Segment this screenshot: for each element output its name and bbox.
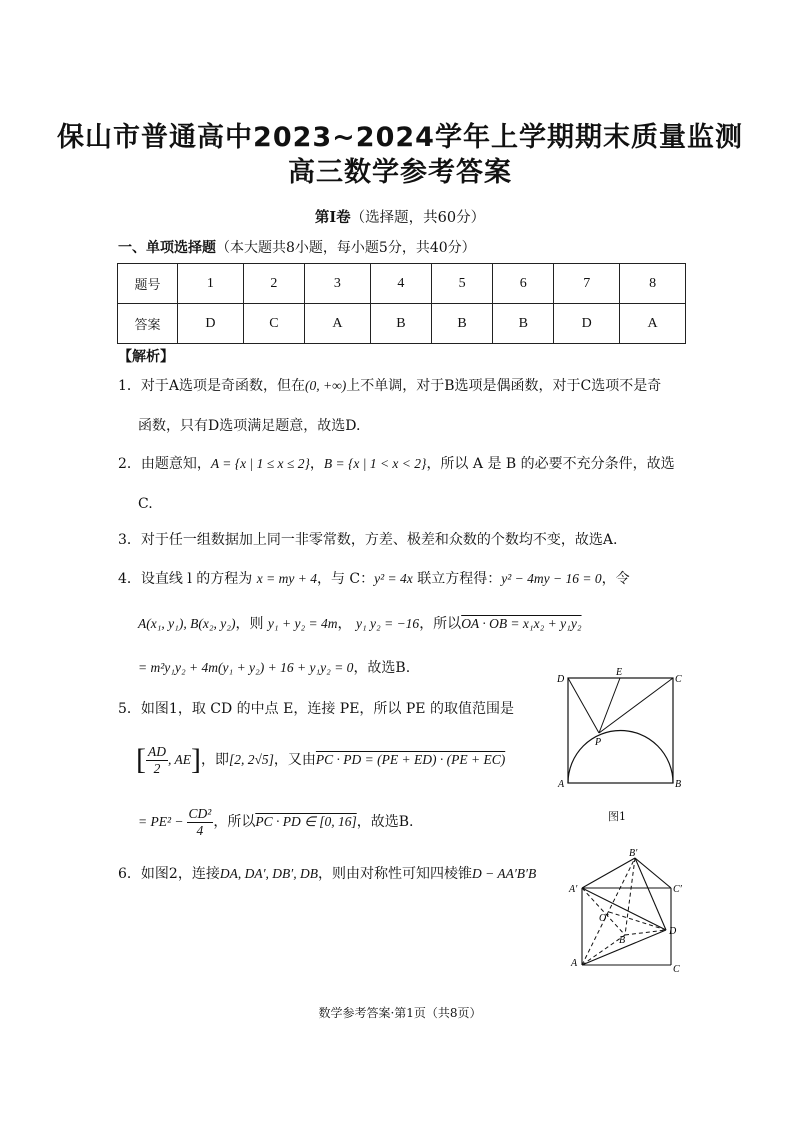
- left-bracket: [: [136, 743, 146, 776]
- fig2-label-bp: B′: [629, 848, 638, 859]
- fig1-label-b: B: [675, 779, 682, 790]
- answer-cell: C: [243, 304, 304, 344]
- q6-lines: DA, DA′, DB′, DB: [219, 866, 318, 881]
- part-desc: （本大题共8小题，每小题5分，共40分）: [216, 240, 476, 256]
- q5-text-2: ，又由: [273, 752, 316, 768]
- q4-line3: [138, 658, 410, 678]
- q4-points: A(x₁, y₁), B(x₂, y₂): [138, 616, 236, 631]
- answer-cell: D: [554, 304, 620, 344]
- fig2-label-d: D: [669, 926, 677, 937]
- q6-text: 6．如图2，连接: [118, 866, 220, 882]
- q2-text-2: ，所以 A 是 B 的必要不充分条件，故选: [426, 456, 675, 472]
- right-bracket: ]: [191, 743, 201, 776]
- question-number: 6: [493, 264, 554, 304]
- q4-line2: A(x₁, y₁), B(x₂, y₂)，则 y₁ + y₂ = 4m， y₁ y₂ = −16，所以OA · OB = x₁x₂ + y₁y₂: [138, 616, 582, 632]
- answer-cell: D: [178, 304, 244, 344]
- fig1-label-a: A: [558, 779, 565, 790]
- figure-1-caption: 图1: [608, 810, 626, 823]
- answer-cell: B: [370, 304, 431, 344]
- part-heading: [118, 237, 476, 257]
- answer-cell: B: [431, 304, 492, 344]
- fig2-edge-bd: [635, 858, 666, 930]
- q6-text-2: ，则由对称性可知四棱锥: [317, 866, 472, 882]
- q4-expansion: = m²y₁y₂ + 4m(y₁ + y₂) + 16 + y₁y₂ = 0: [138, 660, 354, 675]
- figure-1-diagram: [553, 665, 688, 805]
- q1-text-2: 上不单调，对于B选项是偶函数，对于C选项不是奇: [346, 378, 662, 394]
- q5-range-rest: , AE: [168, 752, 191, 767]
- q4-line1: [118, 569, 630, 589]
- q1-interval: (0, +∞): [305, 378, 347, 393]
- question-number: 8: [620, 264, 686, 304]
- fig2-label-b: B: [619, 935, 626, 946]
- fig2-label-cp: C′: [673, 884, 682, 895]
- q6-line1: [118, 864, 536, 884]
- fig1-label-d: D: [557, 674, 565, 685]
- q2-line1: [118, 454, 675, 474]
- q4-dot-product: OA · OB = x₁x₂ + y₁y₂: [461, 616, 582, 631]
- fig2-edge-ab: [582, 858, 635, 888]
- q4-equation: y² − 4my − 16 = 0: [501, 571, 602, 586]
- q1-text: 1．对于A选项是奇函数，但在: [118, 378, 306, 394]
- q5-interval: [2, 2√5]: [229, 752, 274, 767]
- fig2-label-ap: A′: [569, 884, 578, 895]
- q5-expr: = PE² −: [138, 814, 184, 829]
- fig2-label-c: C: [673, 964, 680, 975]
- q5-conclusion: ，故选B.: [356, 814, 414, 830]
- q5-text: ，即: [201, 752, 229, 768]
- question-number: 3: [304, 264, 370, 304]
- q4-text-3: 联立方程得：: [417, 571, 502, 587]
- q5-fraction-2: $\frac{\text{CD²}}{4}$: [188, 805, 212, 838]
- q3-line: 3．对于任一组数据加上同一非零常数，方差、极差和众数的个数均不变，故选A.: [118, 532, 618, 548]
- fig2-edge-bc: [635, 858, 671, 888]
- table-row: [118, 264, 686, 304]
- question-number: 2: [243, 264, 304, 304]
- q5-range-result: PC · PD ∈ [0, 16]: [255, 814, 357, 829]
- q5-line1: 5．如图1，取 CD 的中点 E，连接 PE，所以 PE 的取值范围是: [118, 701, 514, 717]
- fig2-dashed-5: [582, 858, 635, 965]
- q4-product: y₁ y₂ = −16: [355, 616, 420, 631]
- fig2-edge-apd: [582, 888, 666, 930]
- question-number: 1: [178, 264, 244, 304]
- part-name: 一、单项选择题: [118, 240, 216, 256]
- q5-vector-eq: PC · PD = (PE + ED) · (PE + EC): [315, 752, 506, 767]
- q6-pyramid: D − AA′B′B: [471, 866, 537, 881]
- q1-line2: 函数，只有D选项满足题意，故选D.: [138, 418, 361, 434]
- q4-curve: y² = 4x: [374, 571, 413, 586]
- q5-line3: [138, 802, 413, 842]
- fig1-label-c: C: [675, 674, 682, 685]
- fig2-dashed-1: [625, 858, 635, 935]
- fig2-label-op: O′: [599, 913, 609, 924]
- table-row: [118, 304, 686, 344]
- q4-text-2: ，与 C：: [316, 571, 375, 587]
- q2-set-a: A = {x | 1 ≤ x ≤ 2}: [210, 456, 310, 471]
- q2-set-b: B = {x | 1 < x < 2}: [323, 456, 427, 471]
- question-number: 4: [370, 264, 431, 304]
- analysis-label: 【解析】: [118, 349, 174, 365]
- q4-text: 4．设直线 l 的方程为: [118, 571, 253, 587]
- q4-text-6: ，所以: [419, 616, 462, 632]
- q5-fraction: $\frac{AD}{2}$: [148, 743, 166, 776]
- section-desc: （选择题，共60分）: [350, 210, 486, 226]
- fig1-label-e: E: [616, 667, 623, 678]
- q2-comma: ，: [309, 456, 324, 472]
- q4-sum: y₁ + y₂ = 4m: [267, 616, 338, 631]
- page-footer: 数学参考答案·第1页（共8页）: [318, 1006, 482, 1020]
- question-number: 7: [554, 264, 620, 304]
- answer-cell: A: [304, 304, 370, 344]
- section-heading: [0, 206, 800, 227]
- fig2-dashed-2: [582, 888, 625, 935]
- answer-table: [117, 263, 686, 344]
- fig1-label-p: P: [595, 737, 602, 748]
- fig1-segment-pd: [568, 678, 599, 733]
- q1-line1: [118, 376, 661, 396]
- fig2-label-a: A: [571, 958, 578, 969]
- page-title-line2: 高三数学参考答案: [288, 157, 512, 188]
- q4-line-eq: x = my + 4: [256, 571, 317, 586]
- table-header-cell: 答案: [118, 304, 178, 344]
- figure-2-diagram: [563, 848, 693, 976]
- q4-text-5: ，则: [235, 616, 264, 632]
- fig1-segment-pc: [599, 678, 673, 733]
- q4-text-4: ，令: [601, 571, 630, 587]
- fig1-semicircle: [568, 731, 673, 784]
- q2-text: 2．由题意知，: [118, 456, 211, 472]
- q5-line2: [136, 740, 505, 780]
- q4-conclusion: ，故选B.: [353, 660, 411, 676]
- q5-text-3: ，所以: [213, 814, 256, 830]
- question-number: 5: [431, 264, 492, 304]
- section-name: 第Ⅰ卷: [314, 209, 351, 226]
- q2-line2: C.: [138, 496, 153, 512]
- answer-cell: B: [493, 304, 554, 344]
- page-title-line1: 保山市普通高中2023~2024学年上学期期末质量监测: [57, 122, 743, 153]
- table-header-cell: 题号: [118, 264, 178, 304]
- answer-cell: A: [620, 304, 686, 344]
